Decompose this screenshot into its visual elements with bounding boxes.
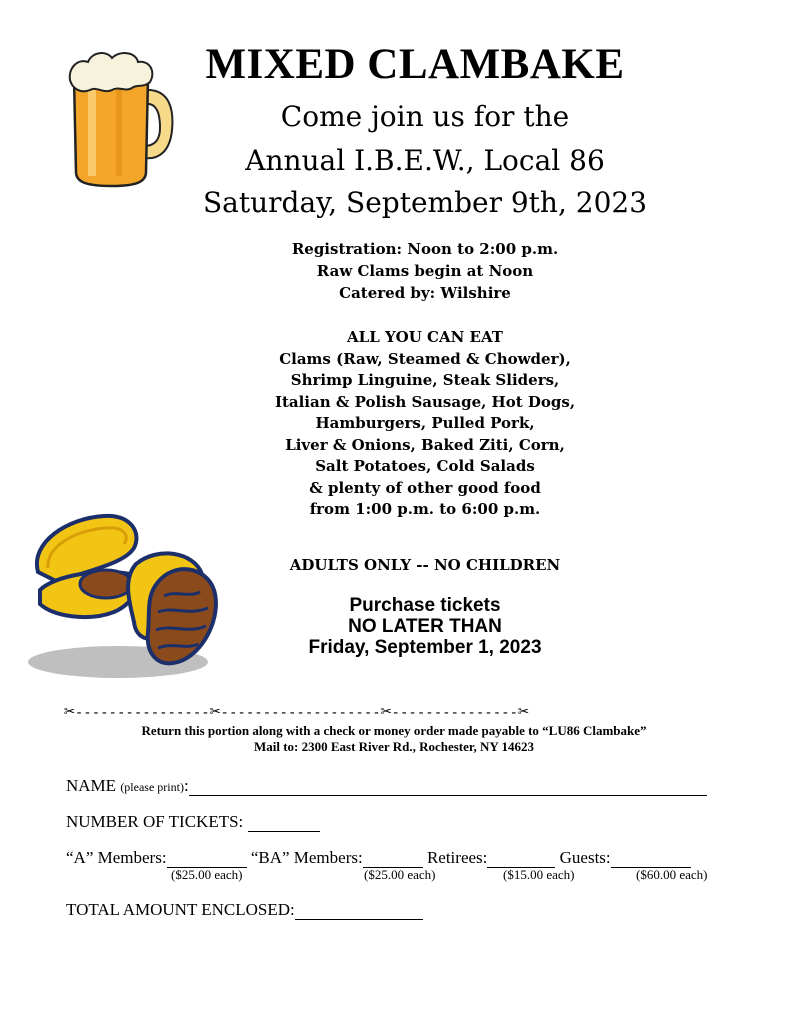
a-members-field[interactable] [167, 851, 247, 868]
intro-line-1: Come join us for the [280, 100, 570, 133]
menu-time: from 1:00 p.m. to 6:00 p.m. [309, 500, 541, 518]
menu-item: Clams (Raw, Steamed & Chowder), [279, 349, 571, 368]
intro-line-2: Annual I.B.E.W., Local 86 [245, 144, 605, 177]
raw-clams-time: Raw Clams begin at Noon [316, 262, 534, 280]
mailing-address: Mail to: 2300 East River Rd., Rochester, NY 14623 [253, 739, 535, 754]
menu-item: Italian & Polish Sausage, Hot Dogs, [274, 392, 576, 411]
payable-to-line: Return this portion along with a check or money order made payable to “LU86 Clambake” [141, 723, 647, 738]
event-date: Saturday, September 9th, 2023 [202, 186, 648, 219]
event-details [225, 238, 625, 304]
retirees-field[interactable] [487, 851, 555, 868]
no-later-than-line: NO LATER THAN [348, 616, 502, 637]
cut-line: ✂----------------✂-------------------✂---------------✂ [64, 701, 529, 721]
total-row [66, 900, 423, 920]
guests-label: Guests: [559, 848, 611, 867]
menu-item: Salt Potatoes, Cold Salads [315, 457, 535, 475]
guests-price: ($60.00 each) [636, 867, 708, 882]
scissors-icon: ✂ [64, 701, 75, 721]
clam-icon [18, 512, 228, 687]
menu-item: Liver & Onions, Baked Ziti, Corn, [285, 435, 565, 454]
tickets-row [66, 812, 320, 832]
menu-heading: ALL YOU CAN EAT [347, 328, 503, 346]
menu-item: & plenty of other good food [309, 478, 541, 497]
a-members-price: ($25.00 each) [171, 867, 243, 882]
name-label: NAME [66, 776, 117, 795]
guests-field[interactable] [611, 851, 691, 868]
retirees-label: Retirees: [426, 848, 488, 867]
total-amount-label: TOTAL AMOUNT ENCLOSED: [66, 900, 295, 919]
member-types-row [66, 848, 691, 868]
menu-item: Shrimp Linguine, Steak Sliders, [290, 371, 560, 389]
scissors-icon: ✂ [517, 701, 529, 721]
purchase-tickets-line: Purchase tickets [349, 595, 501, 616]
number-of-tickets-field[interactable] [248, 815, 320, 832]
name-field[interactable] [189, 779, 707, 796]
caterer: Catered by: Wilshire [339, 284, 511, 302]
ba-members-label: “BA” Members: [250, 848, 363, 867]
retirees-price: ($15.00 each) [503, 867, 575, 882]
page-title: MIXED CLAMBAKE [205, 41, 625, 88]
deadline-date: Friday, September 1, 2023 [308, 637, 542, 658]
scissors-icon: ✂ [380, 701, 392, 721]
a-members-label: “A” Members: [66, 848, 167, 867]
scissors-icon: ✂ [209, 701, 221, 721]
name-row: NAME (please print): [66, 776, 726, 796]
registration-time: Registration: Noon to 2:00 p.m. [291, 240, 559, 258]
total-amount-field[interactable] [295, 903, 423, 920]
return-instructions [64, 723, 724, 755]
ticket-deadline [225, 595, 625, 658]
menu-list [225, 327, 625, 521]
number-of-tickets-label: NUMBER OF TICKETS: [66, 812, 244, 831]
ba-members-price: ($25.00 each) [364, 867, 436, 882]
menu-item: Hamburgers, Pulled Pork, [315, 414, 535, 432]
name-hint: (please print) [120, 780, 184, 794]
adults-only-notice: ADULTS ONLY -- NO CHILDREN [289, 556, 561, 574]
ba-members-field[interactable] [363, 851, 423, 868]
